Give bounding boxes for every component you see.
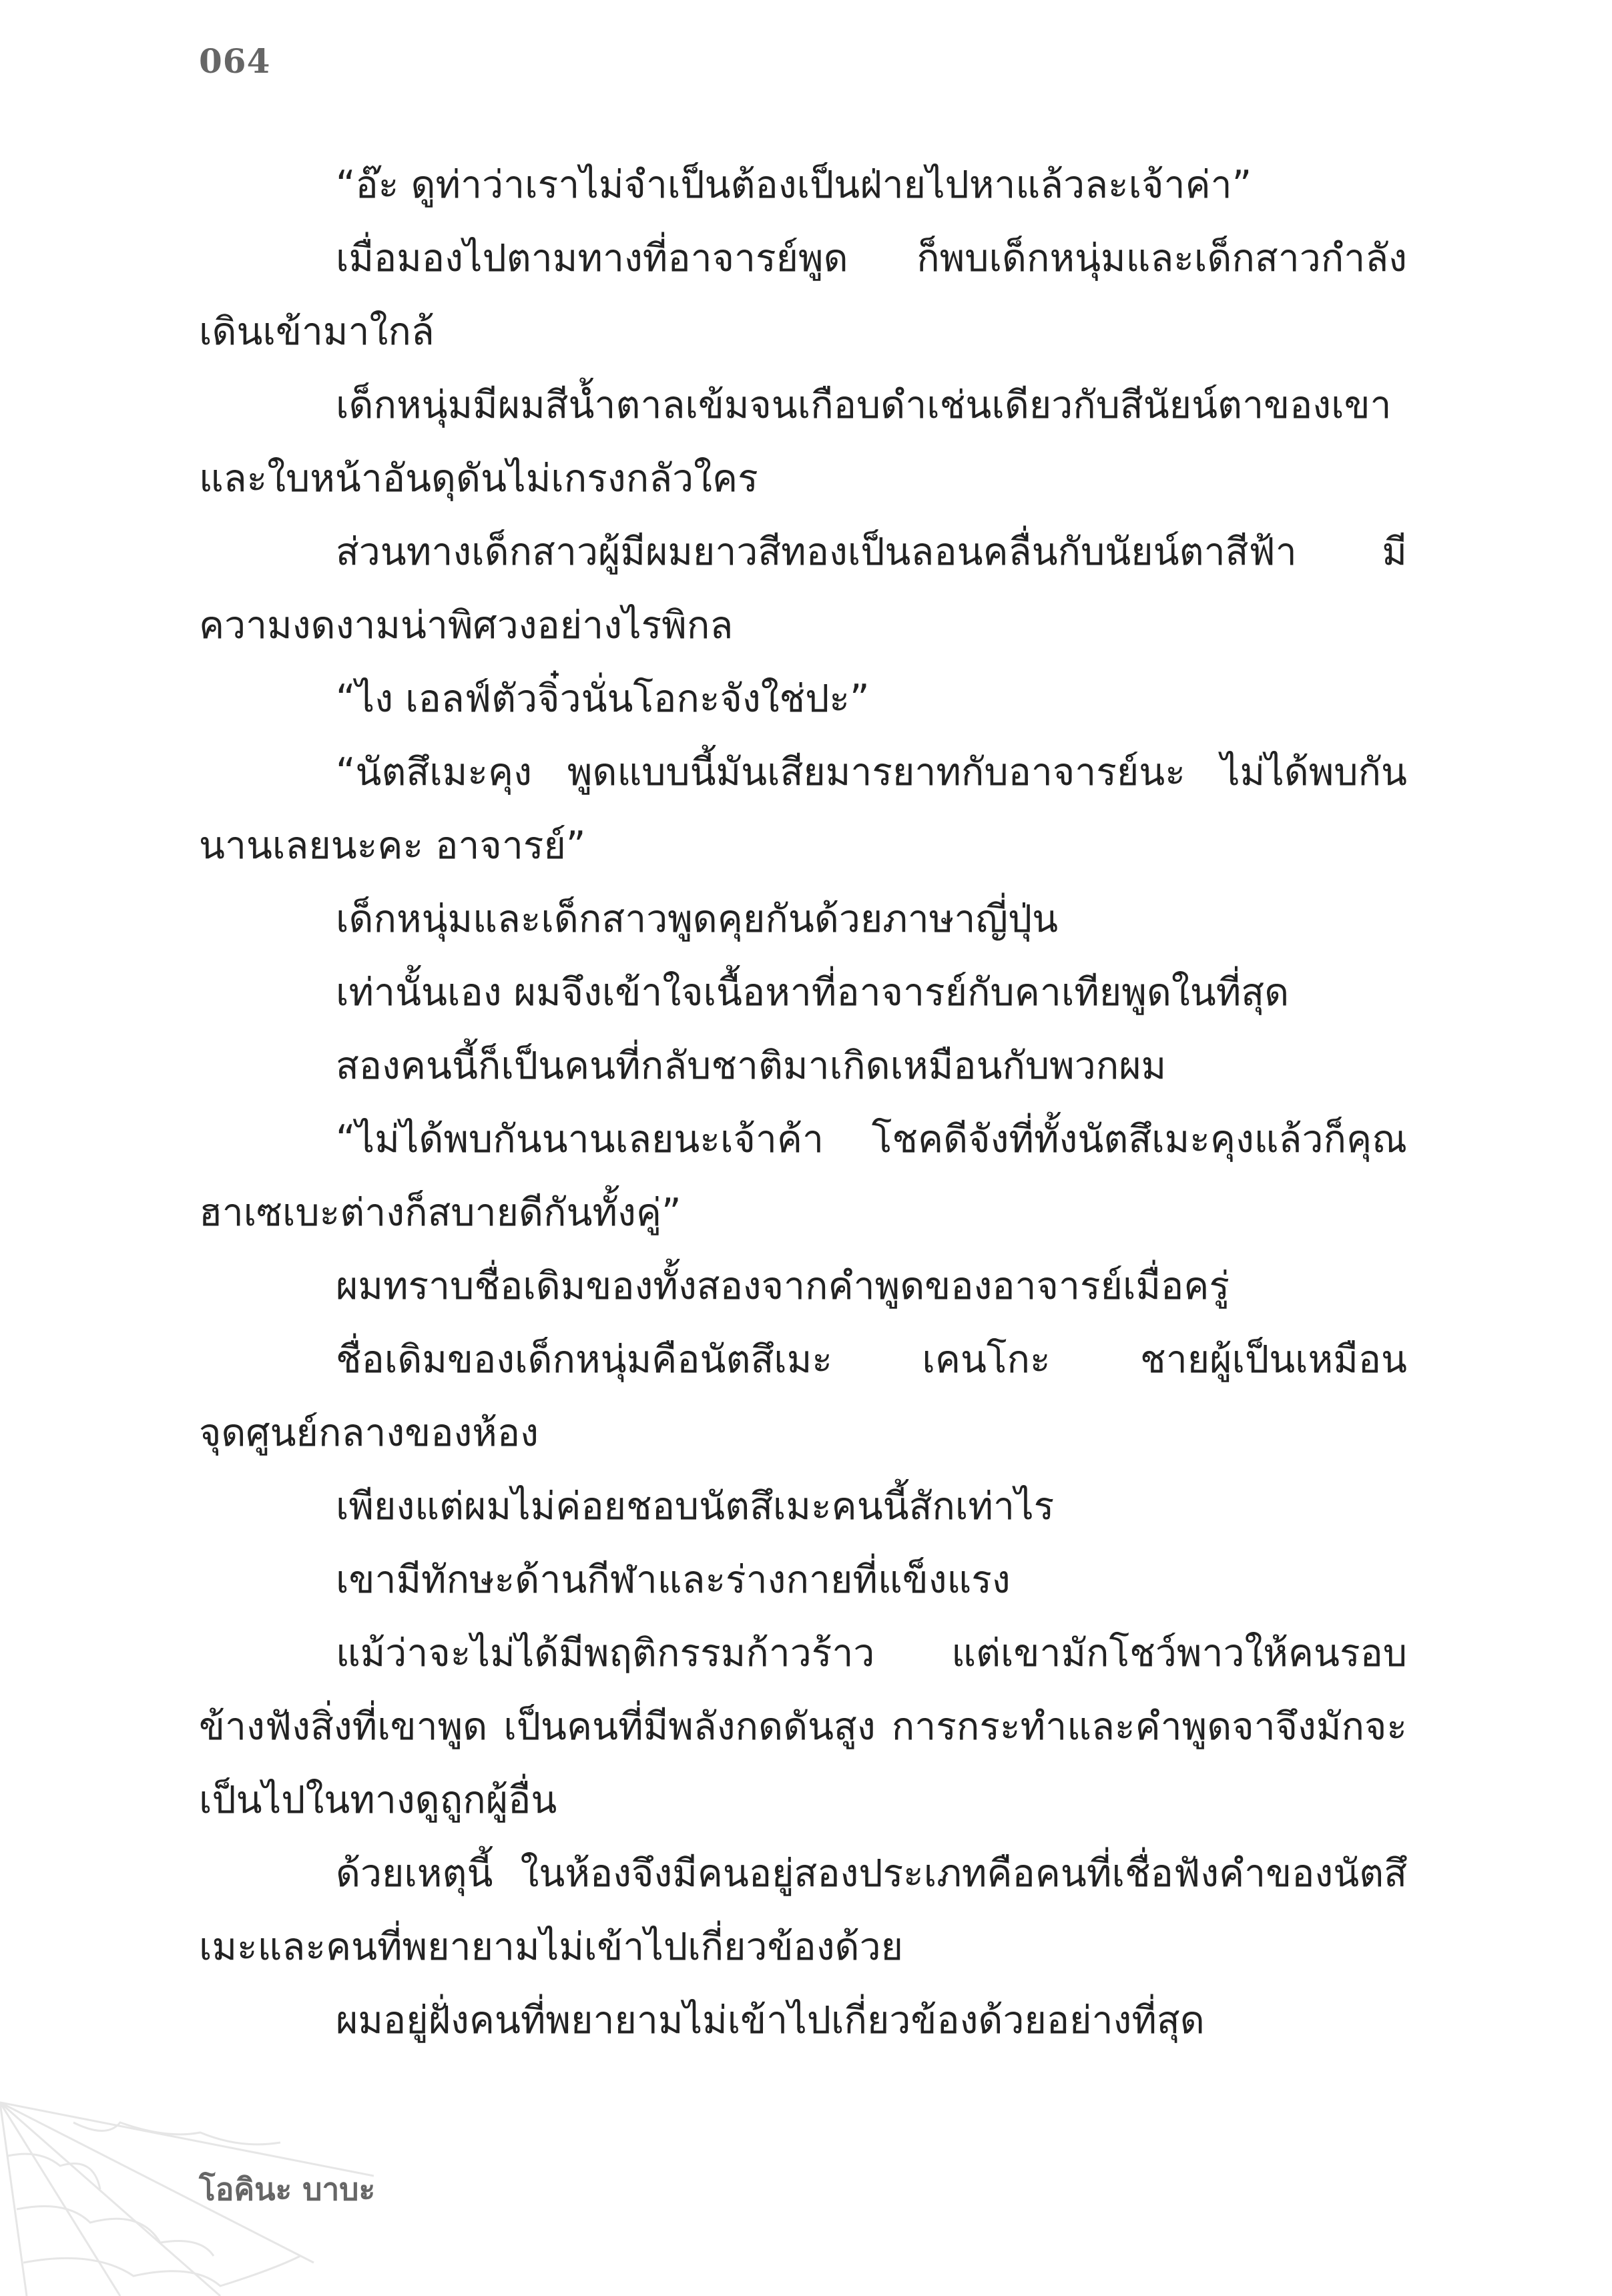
paragraph: เด็กหนุ่มและเด็กสาวพูดคุยกันด้วยภาษาญี่ปุ่น bbox=[336, 897, 1059, 941]
paragraph: เท่านั้นเอง ผมจึงเข้าใจเนื้อหาที่อาจารย์กับคาเทียพูดในที่สุด bbox=[336, 970, 1290, 1015]
page-number: 064 bbox=[199, 41, 271, 81]
spider-web-icon bbox=[0, 2022, 374, 2296]
paragraph: ด้วยเหตุนี้ ในห้องจึงมีคนอยู่สองประเภทคือคนที่เชื่อฟังคำของนัตสึเมะและคนที่พยายามไม่เข้าไปเกี่ยวข้องด้วย bbox=[199, 1851, 1407, 1969]
paragraph: ผมทราบชื่อเดิมของทั้งสองจากคำพูดของอาจารย์เมื่อครู่ bbox=[336, 1264, 1230, 1308]
paragraph: เขามีทักษะด้านกีฬาและร่างกายที่แข็งแรง bbox=[336, 1558, 1011, 1602]
paragraph: “นัตสึเมะคุง พูดแบบนี้มันเสียมารยาทกับอาจารย์นะ ไม่ได้พบกันนานเลยนะคะ อาจารย์” bbox=[199, 750, 1407, 868]
footer-author: โอคินะ บาบะ bbox=[199, 2171, 376, 2207]
body-text bbox=[199, 148, 1407, 2057]
paragraph: ชื่อเดิมของเด็กหนุ่มคือนัตสึเมะ เคนโกะ ชายผู้เป็นเหมือนจุดศูนย์กลางของห้อง bbox=[199, 1338, 1407, 1455]
paragraph: “ไม่ได้พบกันนานเลยนะเจ้าค้า โชคดีจังที่ทั้งนัตสึเมะคุงแล้วก็คุณฮาเซเบะต่างก็สบายดีกันทั้งคู่” bbox=[199, 1117, 1407, 1235]
paragraph: แม้ว่าจะไม่ได้มีพฤติกรรมก้าวร้าว แต่เขามักโชว์พาวให้คนรอบข้างฟังสิ่งที่เขาพูด เป็นคนที่มีพลังกดดันสูง การกระทำและคำพูดจาจึงมักจะเป็นไปในทางดูถูกผู้อื่น bbox=[199, 1631, 1407, 1822]
paragraph: ผมอยู่ฝั่งคนที่พยายามไม่เข้าไปเกี่ยวข้องด้วยอย่างที่สุด bbox=[336, 1998, 1205, 2042]
paragraph: เพียงแต่ผมไม่ค่อยชอบนัตสึเมะคนนี้สักเท่าไร bbox=[336, 1484, 1055, 1528]
paragraph: “อ๊ะ ดูท่าว่าเราไม่จำเป็นต้องเป็นฝ่ายไปหาแล้วละเจ้าค่า” bbox=[336, 163, 1252, 207]
paragraph: เมื่อมองไปตามทางที่อาจารย์พูด ก็พบเด็กหนุ่มและเด็กสาวกำลังเดินเข้ามาใกล้ bbox=[199, 236, 1407, 354]
paragraph: “ไง เอลฟ์ตัวจิ๋วนั่นโอกะจังใช่ปะ” bbox=[336, 677, 870, 721]
paragraph: เด็กหนุ่มมีผมสีน้ำตาลเข้มจนเกือบดำเช่นเดียวกับสีนัยน์ตาของเขาและใบหน้าอันดุดันไม่เกรงกลัวใคร bbox=[199, 383, 1392, 501]
paragraph: สองคนนี้ก็เป็นคนที่กลับชาติมาเกิดเหมือนกับพวกผม bbox=[336, 1044, 1167, 1088]
paragraph: ส่วนทางเด็กสาวผู้มีผมยาวสีทองเป็นลอนคลื่นกับนัยน์ตาสีฟ้า มีความงดงามน่าพิศวงอย่างไรพิกล bbox=[199, 530, 1407, 647]
